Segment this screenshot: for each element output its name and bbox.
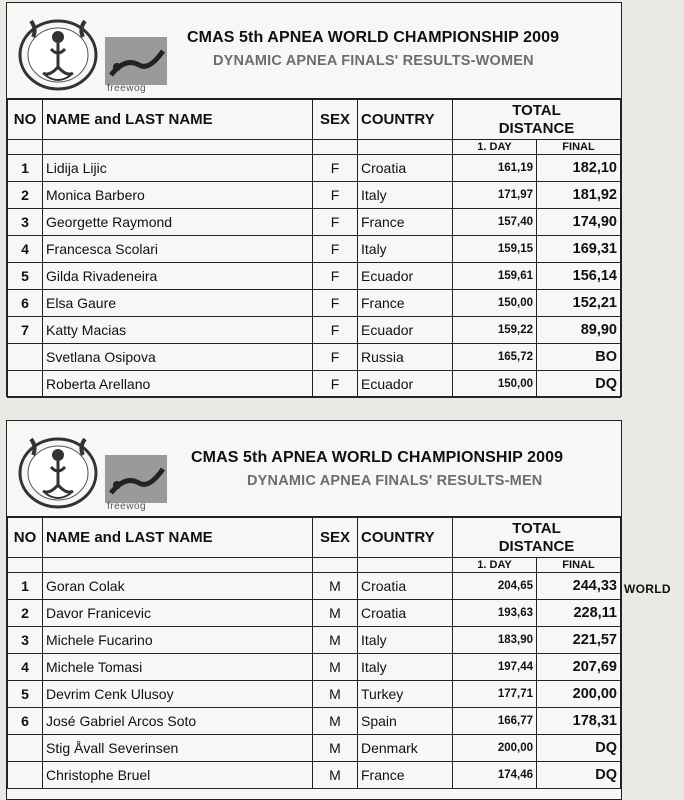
athlete-country: Croatia	[358, 573, 453, 600]
athlete-country: Denmark	[358, 735, 453, 762]
men-results-sheet	[6, 420, 622, 800]
athlete-sex: F	[313, 209, 358, 236]
final-distance: 244,33	[537, 573, 621, 600]
final-distance: DQ	[537, 735, 621, 762]
col-header-country: COUNTRY	[358, 518, 453, 558]
blank-cell	[358, 558, 453, 573]
athlete-name: Monica Barbero	[43, 182, 313, 209]
row-number	[8, 344, 43, 371]
athlete-country: Russia	[358, 344, 453, 371]
col-header-name: NAME and LAST NAME	[43, 100, 313, 140]
final-distance: 182,10	[537, 155, 621, 182]
athlete-country: Ecuador	[358, 371, 453, 398]
results-subtitle: DYNAMIC APNEA FINALS' RESULTS-MEN	[247, 473, 543, 489]
athlete-sex: F	[313, 290, 358, 317]
cmas-siren-logo-icon	[15, 429, 101, 511]
athlete-country: Croatia	[358, 155, 453, 182]
blank-cell	[8, 140, 43, 155]
table-row	[8, 290, 621, 317]
athlete-sex: F	[313, 344, 358, 371]
day-distance: 174,46	[453, 762, 537, 789]
athlete-sex: M	[313, 735, 358, 762]
athlete-country: Italy	[358, 654, 453, 681]
athlete-name: Christophe Bruel	[43, 762, 313, 789]
row-number: 3	[8, 209, 43, 236]
table-row	[8, 344, 621, 371]
table-header-row	[8, 100, 621, 140]
athlete-name: Katty Macias	[43, 317, 313, 344]
athlete-sex: M	[313, 627, 358, 654]
row-number	[8, 762, 43, 789]
table-row	[8, 182, 621, 209]
final-distance: 221,57	[537, 627, 621, 654]
row-number: 4	[8, 654, 43, 681]
blank-cell	[313, 140, 358, 155]
day-distance: 161,19	[453, 155, 537, 182]
day-distance: 200,00	[453, 735, 537, 762]
day-distance: 193,63	[453, 600, 537, 627]
day-distance: 177,71	[453, 681, 537, 708]
athlete-name: Davor Franicevic	[43, 600, 313, 627]
athlete-sex: M	[313, 708, 358, 735]
athlete-sex: M	[313, 654, 358, 681]
table-row	[8, 236, 621, 263]
athlete-country: Italy	[358, 182, 453, 209]
men-header	[7, 421, 621, 517]
day-distance: 159,15	[453, 236, 537, 263]
blank-cell	[43, 140, 313, 155]
day-distance: 197,44	[453, 654, 537, 681]
athlete-country: Ecuador	[358, 317, 453, 344]
results-subtitle: DYNAMIC APNEA FINALS' RESULTS-WOMEN	[213, 53, 534, 69]
blank-cell	[313, 558, 358, 573]
athlete-country: Spain	[358, 708, 453, 735]
athlete-name: José Gabriel Arcos Soto	[43, 708, 313, 735]
blank-cell	[358, 140, 453, 155]
women-table-body	[8, 155, 621, 398]
athlete-country: Italy	[358, 627, 453, 654]
athlete-sex: F	[313, 182, 358, 209]
table-row	[8, 681, 621, 708]
freewog-logo-text: freewog	[107, 83, 147, 94]
day-distance: 166,77	[453, 708, 537, 735]
col-header-total-distance: TOTAL DISTANCE	[453, 518, 621, 558]
table-subheader-row	[8, 140, 621, 155]
row-number: 2	[8, 182, 43, 209]
championship-title: CMAS 5th APNEA WORLD CHAMPIONSHIP 2009	[187, 29, 560, 46]
athlete-country: Italy	[358, 236, 453, 263]
final-distance: 174,90	[537, 209, 621, 236]
final-distance: 169,31	[537, 236, 621, 263]
athlete-sex: F	[313, 317, 358, 344]
athlete-sex: F	[313, 263, 358, 290]
cmas-siren-logo-icon	[15, 11, 101, 93]
day-distance: 150,00	[453, 290, 537, 317]
final-distance: 181,92	[537, 182, 621, 209]
final-distance: 152,21	[537, 290, 621, 317]
men-table-body	[8, 573, 621, 789]
col-header-sex: SEX	[313, 518, 358, 558]
athlete-name: Gilda Rivadeneira	[43, 263, 313, 290]
final-distance: DQ	[537, 371, 621, 398]
table-row	[8, 654, 621, 681]
athlete-sex: F	[313, 371, 358, 398]
day-distance: 157,40	[453, 209, 537, 236]
table-row	[8, 762, 621, 789]
table-row	[8, 317, 621, 344]
women-header	[7, 3, 621, 99]
final-distance: DQ	[537, 762, 621, 789]
day-distance: 150,00	[453, 371, 537, 398]
table-header-row	[8, 518, 621, 558]
col-header-sex: SEX	[313, 100, 358, 140]
row-number: 1	[8, 155, 43, 182]
athlete-name: Michele Fucarino	[43, 627, 313, 654]
athlete-sex: F	[313, 155, 358, 182]
row-number: 2	[8, 600, 43, 627]
final-distance: 156,14	[537, 263, 621, 290]
day-distance: 159,22	[453, 317, 537, 344]
athlete-name: Stig Åvall Severinsen	[43, 735, 313, 762]
athlete-name: Goran Colak	[43, 573, 313, 600]
final-distance: 207,69	[537, 654, 621, 681]
row-number	[8, 371, 43, 398]
row-number: 4	[8, 236, 43, 263]
table-row	[8, 627, 621, 654]
final-distance: 178,31	[537, 708, 621, 735]
athlete-sex: M	[313, 681, 358, 708]
athlete-sex: M	[313, 573, 358, 600]
table-row	[8, 600, 621, 627]
col-header-country: COUNTRY	[358, 100, 453, 140]
col-header-total-distance: TOTAL DISTANCE	[453, 100, 621, 140]
athlete-sex: M	[313, 600, 358, 627]
final-distance: 228,11	[537, 600, 621, 627]
day-distance: 171,97	[453, 182, 537, 209]
table-subheader-row	[8, 558, 621, 573]
col-header-day: 1. DAY	[453, 558, 537, 573]
blank-cell	[8, 558, 43, 573]
athlete-sex: M	[313, 762, 358, 789]
table-row	[8, 573, 621, 600]
row-number: 1	[8, 573, 43, 600]
row-number: 3	[8, 627, 43, 654]
table-row	[8, 209, 621, 236]
day-distance: 159,61	[453, 263, 537, 290]
row-number: 7	[8, 317, 43, 344]
athlete-country: France	[358, 290, 453, 317]
championship-title: CMAS 5th APNEA WORLD CHAMPIONSHIP 2009	[191, 449, 564, 466]
table-row	[8, 155, 621, 182]
col-header-final: FINAL	[537, 558, 621, 573]
athlete-country: Croatia	[358, 600, 453, 627]
athlete-name: Roberta Arellano	[43, 371, 313, 398]
freewog-logo-text: freewog	[107, 501, 147, 512]
day-distance: 204,65	[453, 573, 537, 600]
col-header-no: NO	[8, 100, 43, 140]
row-number: 6	[8, 708, 43, 735]
athlete-name: Svetlana Osipova	[43, 344, 313, 371]
athlete-name: Elsa Gaure	[43, 290, 313, 317]
col-header-day: 1. DAY	[453, 140, 537, 155]
final-distance: BO	[537, 344, 621, 371]
col-header-final: FINAL	[537, 140, 621, 155]
athlete-name: Devrim Cenk Ulusoy	[43, 681, 313, 708]
men-results-table	[7, 517, 621, 789]
col-header-no: NO	[8, 518, 43, 558]
athlete-country: Turkey	[358, 681, 453, 708]
row-number: 5	[8, 263, 43, 290]
col-header-name: NAME and LAST NAME	[43, 518, 313, 558]
final-distance: 89,90	[537, 317, 621, 344]
table-row	[8, 371, 621, 398]
athlete-country: France	[358, 209, 453, 236]
row-number: 6	[8, 290, 43, 317]
athlete-name: Lidija Lijic	[43, 155, 313, 182]
athlete-name: Francesca Scolari	[43, 236, 313, 263]
day-distance: 183,90	[453, 627, 537, 654]
final-distance: 200,00	[537, 681, 621, 708]
blank-cell	[43, 558, 313, 573]
table-row	[8, 735, 621, 762]
athlete-name: Georgette Raymond	[43, 209, 313, 236]
athlete-sex: F	[313, 236, 358, 263]
row-number	[8, 735, 43, 762]
athlete-name: Michele Tomasi	[43, 654, 313, 681]
table-row	[8, 263, 621, 290]
athlete-country: France	[358, 762, 453, 789]
row-number: 5	[8, 681, 43, 708]
athlete-country: Ecuador	[358, 263, 453, 290]
women-results-sheet	[6, 2, 622, 397]
women-results-table	[7, 99, 621, 398]
day-distance: 165,72	[453, 344, 537, 371]
table-row	[8, 708, 621, 735]
world-record-note: WORLD	[624, 582, 671, 596]
